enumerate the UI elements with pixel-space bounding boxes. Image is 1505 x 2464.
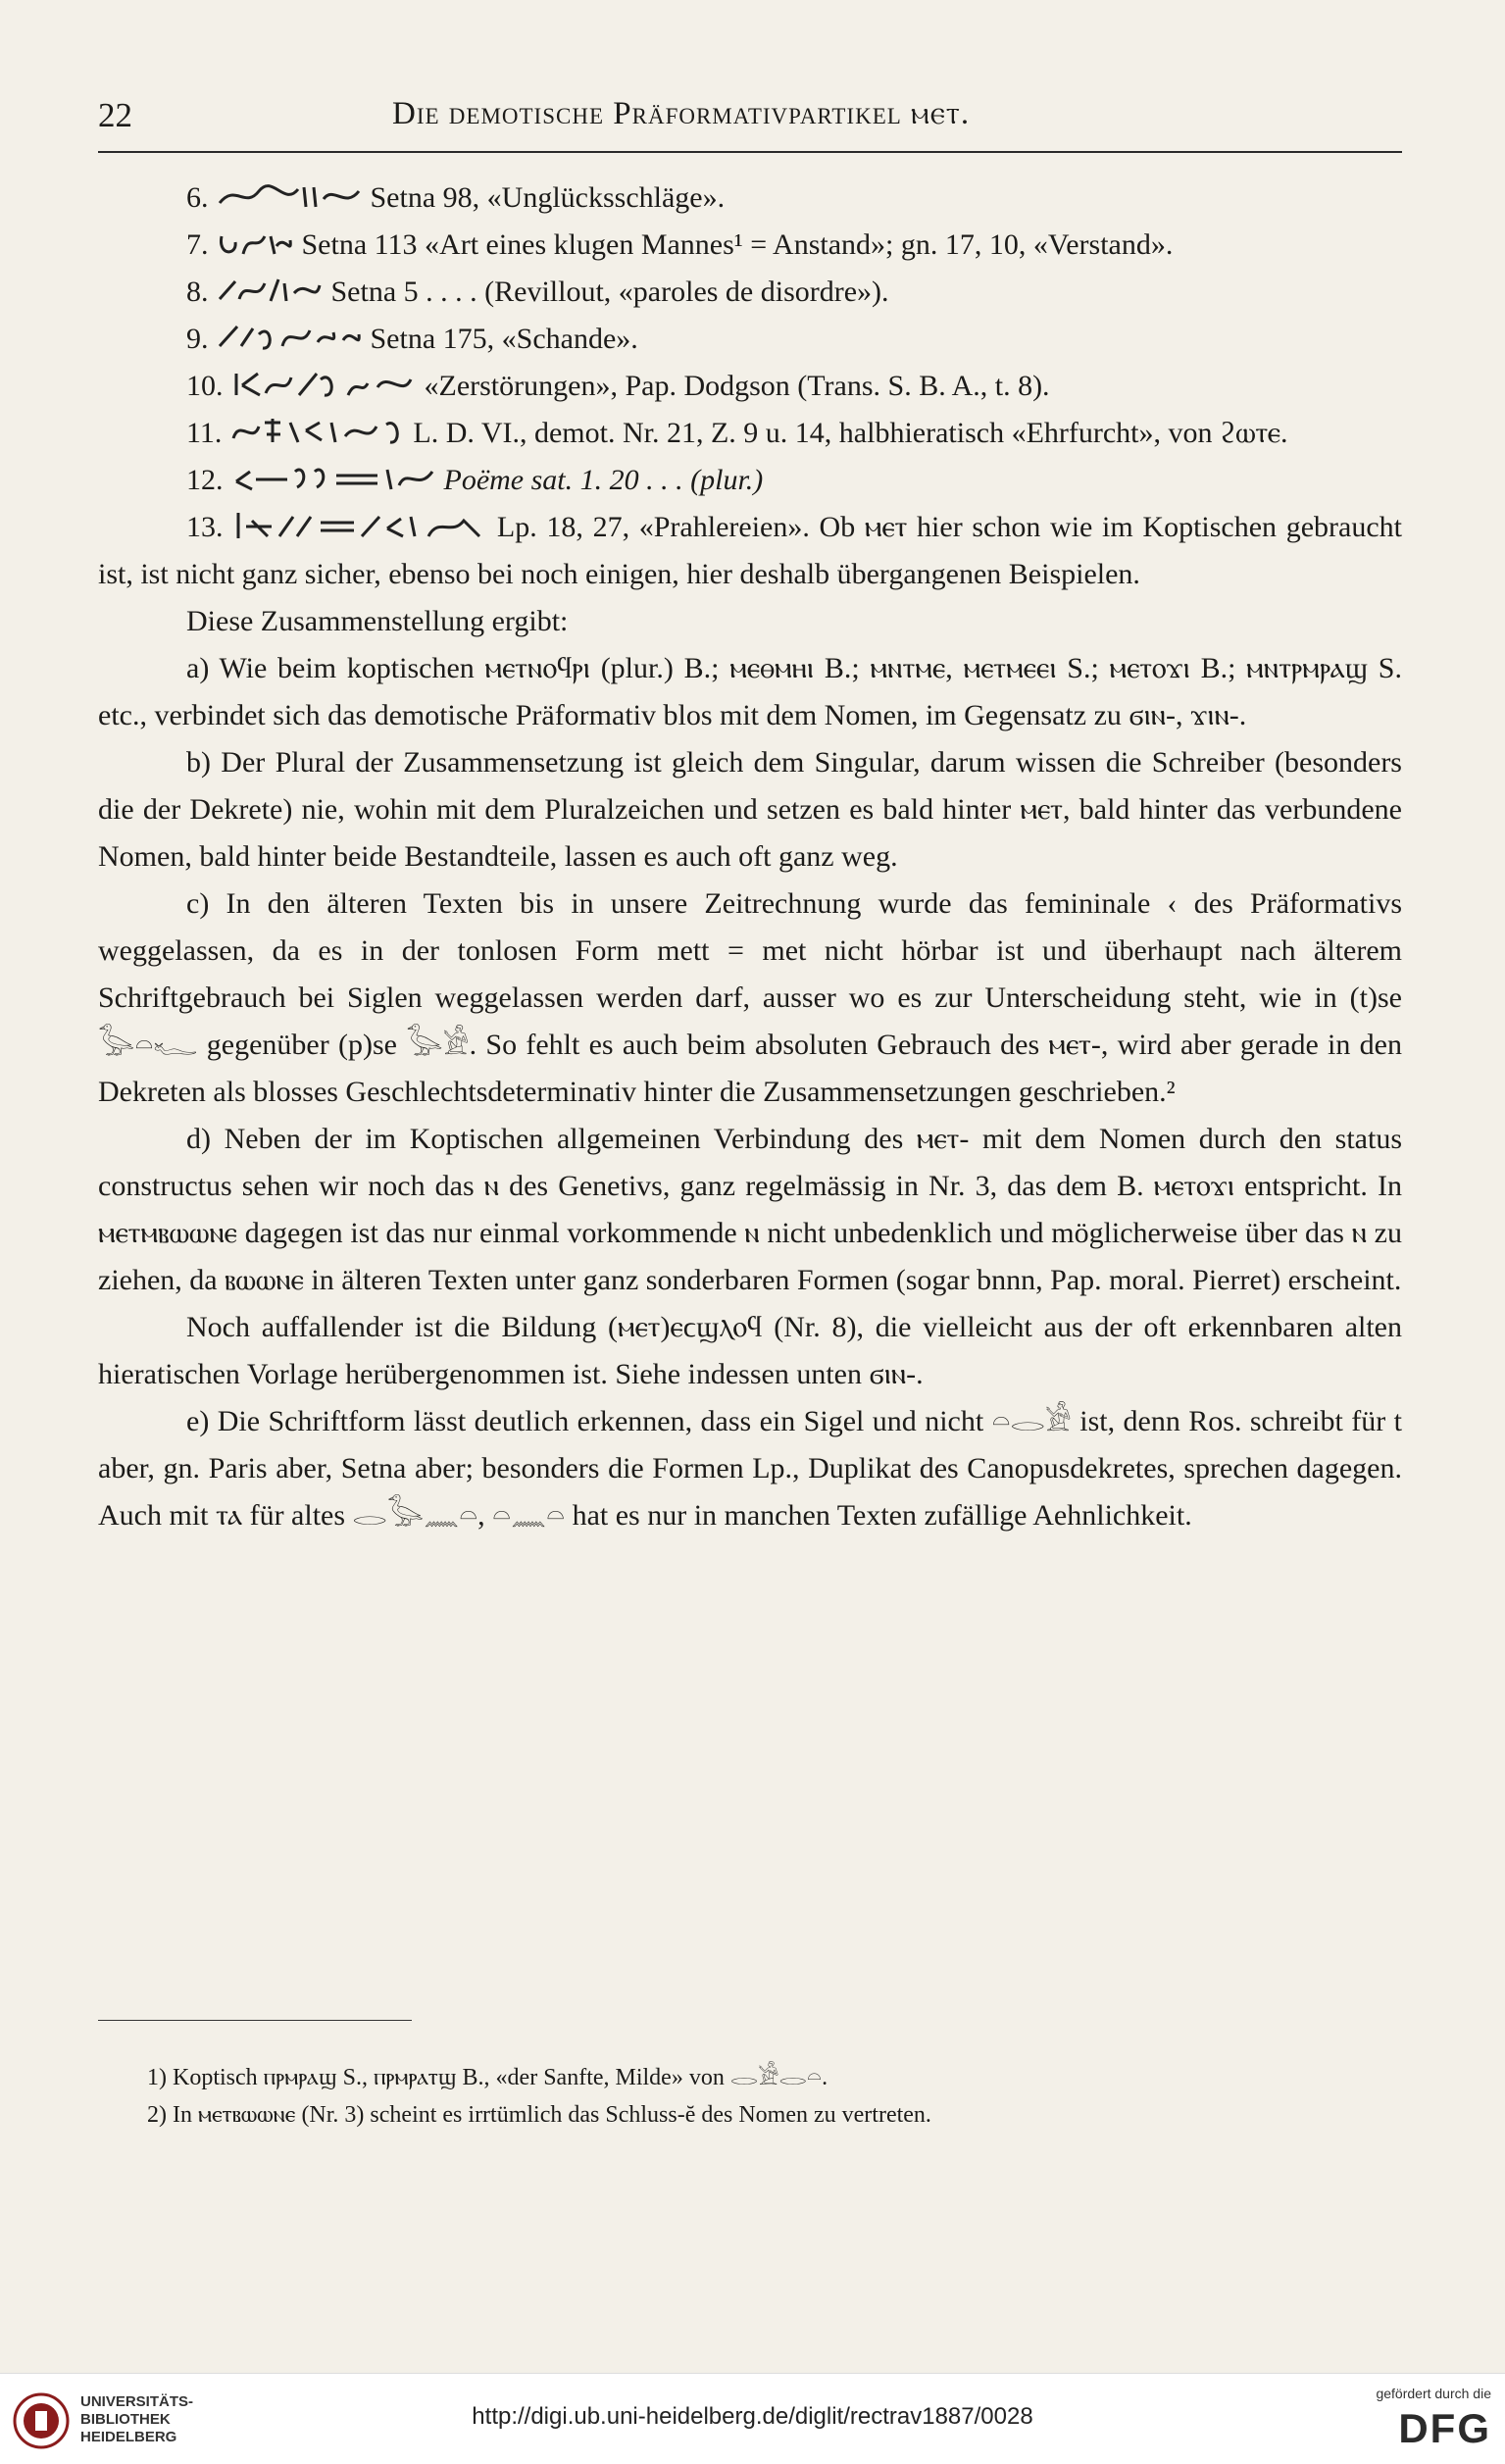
source-url-link[interactable]: http://digi.ub.uni-heidelberg.de/diglit/rectrav1887/0028 xyxy=(472,2403,1033,2430)
list-item: 6. Setna 98, «Unglücksschläge». xyxy=(186,181,726,214)
paragraph: b) Der Plural der Zusammensetzung ist gleich dem Singular, darum wissen die Schreiber (besonders die der Dekrete) nie, wohin mit dem Pluralzeichen und setzen es bald hinter ⲙⲉⲧ, bald hinter das verbundene Nomen, bald hinter beide Bestandteile, lassen es auch oft ganz weg. xyxy=(98,746,1402,873)
list-item: 12. Poëme sat. 1. 20 . . . (plur.) xyxy=(186,464,764,496)
demotic-glyph xyxy=(229,415,406,448)
footnote-rule xyxy=(98,2020,412,2021)
footnote: 2) In ⲙⲉⲧⲃⲱⲱⲛⲉ (Nr. 3) scheint es irrtümlich das Schluss-ĕ des Nomen zu vertreten. xyxy=(147,2102,931,2128)
list-item: 8. Setna 5 . . . . (Revillout, «paroles de disordre»). xyxy=(186,276,889,308)
page-header xyxy=(98,90,1402,135)
body-text xyxy=(98,175,1402,1539)
footer-bar xyxy=(0,2373,1505,2464)
demotic-glyph xyxy=(230,368,417,401)
demotic-glyph xyxy=(216,179,363,213)
list-item: 10. «Zerstörungen», Pap. Dodgson (Trans. S. B. A., t. 8). xyxy=(186,370,1050,402)
paragraph: Diese Zusammenstellung ergibt: xyxy=(186,605,569,637)
funded-by-caption: gefördert durch die xyxy=(1376,2386,1491,2401)
demotic-glyph xyxy=(230,462,436,495)
demotic-glyph xyxy=(232,509,487,542)
demotic-glyph xyxy=(216,274,324,307)
library-name: UNIVERSITÄTS- BIBLIOTHEK HEIDELBERG xyxy=(80,2393,194,2445)
paragraph: a) Wie beim koptischen ⲙⲉⲧⲛⲟϥⲣⲓ (plur.) B.; ⲙⲉⲑⲙⲏⲓ B.; ⲙⲛⲧⲙⲉ, ⲙⲉⲧⲙⲉⲉⲓ S.; ⲙⲉⲧⲟϫⲓ B.; ⲙⲛⲧⲣⲙⲣⲁϣ S. etc., verbindet sich das demotische Präformativ blos mit dem Nomen, im Gegensatz zu ϭⲓⲛ-, ϫⲓⲛ-. xyxy=(98,652,1402,731)
header-rule xyxy=(98,151,1402,153)
paragraph: e) Die Schriftform lässt deutlich erkennen, dass ein Sigel und nicht 𓏏𓂋𓀀 ist, denn Ros. schreibt für t aber, gn. Paris aber, Setna aber; besonders die Formen Lp., Duplikat des Canopusdekretes, sprechen dagegen. Auch mit ⲧⲁ für altes 𓂋𓅭𓈖𓏏, 𓏏𓈖𓏏 hat es nur in manchen Texten zufällige Aehnlichkeit. xyxy=(98,1405,1402,1532)
paragraph: c) In den älteren Texten bis in unsere Zeitrechnung wurde das femininale ‹ des Präformativs weggelassen, da es in der tonlosen Form mett = met nicht hörbar ist und überhaupt nach älterem Schriftgebrauch bei Siglen weggelassen werden darf, ausser wo es zur Unterscheidung steht, wie in (t)se 𓅭𓏏𓆑 gegenüber (p)se 𓅭𓀀. So fehlt es auch beim absoluten Gebrauch des ⲙⲉⲧ-, wird aber gerade in den Dekreten als blosses Geschlechtsdeterminativ hinter die Zusammensetzungen geschrieben.² xyxy=(98,887,1402,1108)
list-item: 7. Setna 113 «Art eines klugen Mannes¹ = Anstand»; gn. 17, 10, «Verstand». xyxy=(186,228,1174,261)
list-item: 13. Lp. 18, 27, «Prahlereien». Ob ⲙⲉⲧ hier schon wie im Koptischen gebraucht ist, ist nicht ganz sicher, ebenso bei noch einigen, hier deshalb übergangenen Beispielen. xyxy=(98,511,1402,590)
demotic-glyph xyxy=(216,226,294,260)
footnote: 1) Koptisch ⲡⲣⲙⲣⲁϣ S., ⲡⲣⲙⲣⲁⲧϣ B., «der Sanfte, Milde» von 𓂋𓀀𓂋𓏏. xyxy=(147,2065,828,2090)
paragraph: Noch auffallender ist die Bildung (ⲙⲉⲧ)ⲉϲϣⲗⲟϥ (Nr. 8), die vielleicht aus der oft erkennbaren alten hieratischen Vorlage herübergenommen ist. Siehe indessen unten ϭⲓⲛ-. xyxy=(98,1311,1402,1390)
list-item: 9. Setna 175, «Schande». xyxy=(186,323,638,355)
paragraph: d) Neben der im Koptischen allgemeinen Verbindung des ⲙⲉⲧ- mit dem Nomen durch den status constructus sehen wir noch das ⲛ des Genetivs, ganz regelmässig in Nr. 3, das dem B. ⲙⲉⲧⲟϫⲓ entspricht. In ⲙⲉⲧⲙⲃⲱⲱⲛⲉ dagegen ist das nur einmal vorkommende ⲛ nicht unbedenklich und möglicherweise über das ⲛ zu ziehen, da ⲃⲱⲱⲛⲉ in älteren Texten unter ganz sonderbaren Formen (sogar bnnn, Pap. moral. Pierret) erscheint. xyxy=(98,1123,1402,1296)
footnotes xyxy=(98,2059,1402,2134)
dfg-logo: DFG xyxy=(1398,2405,1491,2451)
page-number: 22 xyxy=(98,96,132,134)
demotic-glyph xyxy=(216,321,363,354)
list-item: 11. L. D. VI., demot. Nr. 21, Z. 9 u. 14, halbhieratisch «Ehrfurcht», von ϩⲱⲧⲉ. xyxy=(186,417,1288,449)
running-title: Die demotische Präformativpartikel ⲙⲉⲧ. xyxy=(392,96,971,131)
